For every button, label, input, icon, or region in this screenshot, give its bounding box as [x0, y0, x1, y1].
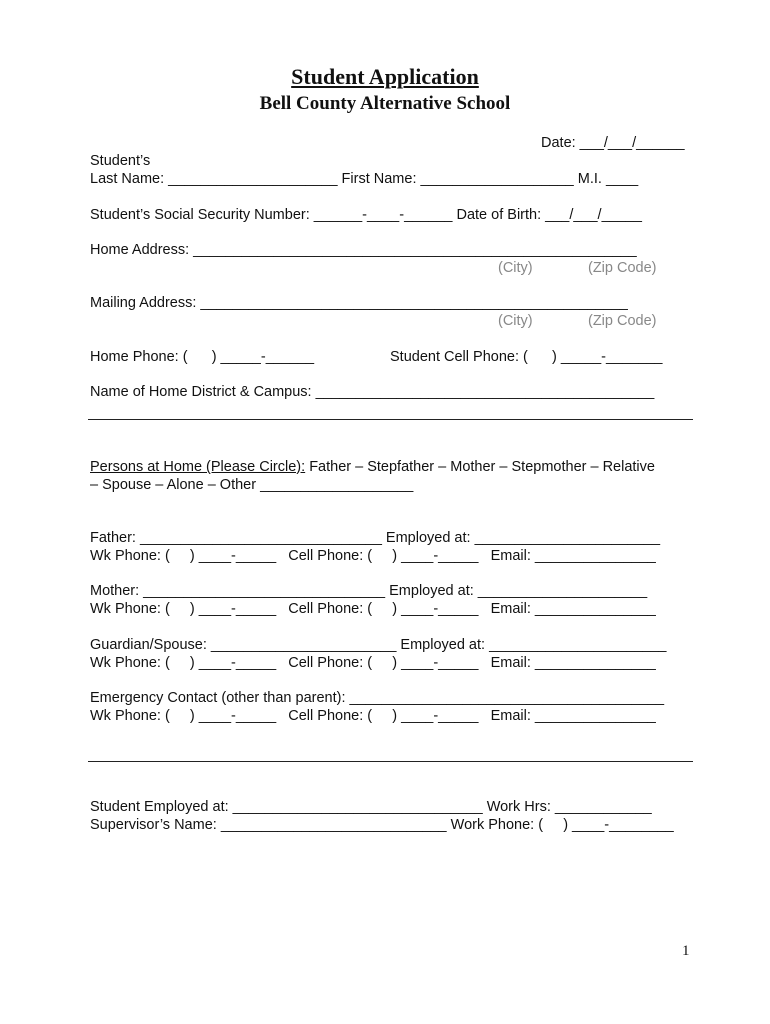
guardian-phone-line: Wk Phone: ( ) ____-_____ Cell Phone: ( ) ____-_____ Email: _______________ — [90, 655, 656, 671]
page-title: Student Application — [291, 64, 479, 89]
mother-phone-line: Wk Phone: ( ) ____-_____ Cell Phone: ( ) ____-_____ Email: _______________ — [90, 601, 656, 617]
mailing-city-hint: (City) — [498, 313, 533, 329]
father-phone-line: Wk Phone: ( ) ____-_____ Cell Phone: ( ) ____-_____ Email: _______________ — [90, 548, 656, 564]
page-subtitle: Bell County Alternative School — [259, 93, 511, 114]
students-label: Student’s — [90, 153, 151, 169]
home-city-hint: (City) — [498, 260, 533, 276]
section-divider — [88, 419, 693, 420]
last-name-line: Last Name: _____________________ First Name: ___________________ M.I. ____ — [90, 171, 639, 187]
date-line: Date: ___/___/______ — [541, 135, 685, 151]
mother-line: Mother: ______________________________ Employed at: _____________________ — [90, 583, 648, 599]
student-employed-line: Student Employed at: _______________________________ Work Hrs: ____________ — [90, 799, 652, 815]
home-phone-line: Home Phone: ( ) _____-______ — [90, 349, 315, 365]
supervisor-line: Supervisor’s Name: ____________________________ Work Phone: ( ) ____-________ — [90, 817, 674, 833]
home-zip-hint: (Zip Code) — [588, 260, 657, 276]
emergency-phone-line: Wk Phone: ( ) ____-_____ Cell Phone: ( ) ____-_____ Email: _______________ — [90, 708, 656, 724]
home-address-line: Home Address: _______________________________________________________ — [90, 242, 637, 258]
persons-at-home-options: Father – Stepfather – Mother – Stepmother – Relative — [305, 459, 655, 475]
persons-at-home-line — [90, 458, 655, 476]
mailing-zip-hint: (Zip Code) — [588, 313, 657, 329]
persons-at-home-line-2: – Spouse – Alone – Other ___________________ — [90, 477, 414, 493]
section-divider-2 — [88, 761, 693, 762]
student-cell-line: Student Cell Phone: ( ) _____-_______ — [390, 349, 663, 365]
ssn-line: Student’s Social Security Number: ______-____-______ Date of Birth: ___/___/_____ — [90, 207, 642, 223]
mailing-address-line: Mailing Address: _____________________________________________________ — [90, 295, 628, 311]
emergency-contact-line: Emergency Contact (other than parent): _______________________________________ — [90, 690, 665, 706]
guardian-line: Guardian/Spouse: _______________________ Employed at: ______________________ — [90, 637, 667, 653]
father-line: Father: ______________________________ Employed at: _______________________ — [90, 530, 661, 546]
home-district-line: Name of Home District & Campus: __________________________________________ — [90, 384, 655, 400]
persons-at-home-label: Persons at Home (Please Circle): — [90, 459, 306, 475]
page-number: 1 — [682, 943, 690, 959]
